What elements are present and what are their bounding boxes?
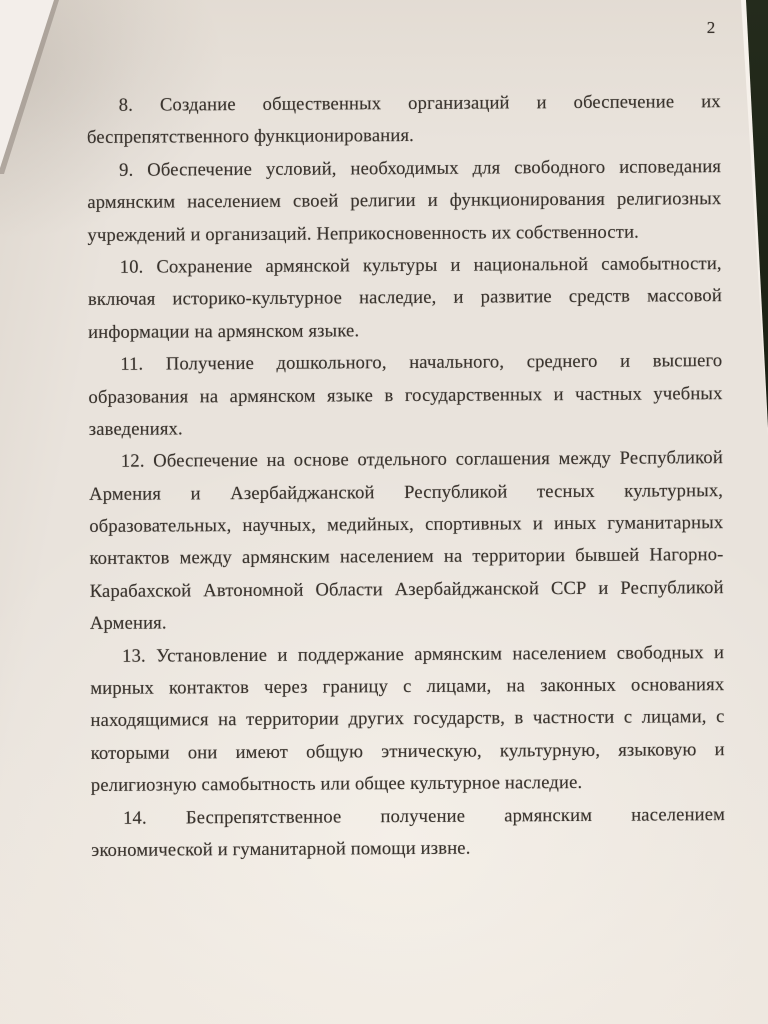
document-text bbox=[87, 86, 726, 867]
text-line: заведениях. bbox=[88, 418, 183, 440]
text-line: беспрепятственного функционирования. bbox=[86, 125, 414, 149]
paragraph bbox=[90, 637, 725, 803]
text-line: религиозную самобытность или общее культурное наследие. bbox=[90, 772, 583, 797]
text-line: образования на армянском языке в государственных и частных учебных bbox=[88, 382, 723, 408]
paragraph bbox=[89, 442, 724, 640]
text-line: которыми они имеют общую этническую, культурную, языковую и bbox=[90, 738, 725, 764]
text-line: экономической и гуманитарной помощи извне. bbox=[91, 837, 471, 861]
text-line: 14. Беспрепятственное получение армянским населением bbox=[123, 803, 726, 829]
paragraph bbox=[87, 86, 721, 155]
text-line: 11. Получение дошкольного, начального, среднего и высшего bbox=[120, 350, 723, 375]
paragraph bbox=[91, 799, 725, 868]
text-line: 12. Обеспечение на основе отдельного соглашения между Республикой bbox=[120, 447, 723, 473]
text-line: 13. Установление и поддержание армянским населением свободных и bbox=[122, 641, 725, 667]
text-line: образовательных, научных, медийных, спортивных и иных гуманитарных bbox=[89, 512, 724, 538]
text-line: Армения и Азербайджанской Республикой тесных культурных, bbox=[89, 479, 724, 505]
paragraph bbox=[87, 151, 722, 252]
paragraph bbox=[88, 248, 723, 349]
text-line: контактов между армянским населением на территории бывшей Нагорно- bbox=[89, 544, 724, 570]
text-line: учреждений и организаций. Неприкосновенность их собственности. bbox=[87, 221, 640, 246]
text-line: армянским населением своей религии и функционирования религиозных bbox=[87, 188, 722, 214]
text-line: Армения. bbox=[89, 612, 167, 635]
text-line: 10. Сохранение армянской культуры и национальной самобытности, bbox=[119, 253, 722, 278]
text-line: 9. Обеспечение условий, необходимых для свободного исповедания bbox=[119, 155, 722, 181]
text-line: находящимися на территории других государств, в частности с лицами, с bbox=[90, 706, 725, 732]
page-number: 2 bbox=[706, 18, 716, 37]
text-line: мирных контактов через границу с лицами, на законных основаниях bbox=[90, 674, 725, 699]
text-line: включая историко-культурное наследие, и развитие средств массовой bbox=[87, 285, 722, 311]
paragraph bbox=[88, 345, 723, 446]
text-line: Карабахской Автономной Области Азербайджанской ССР и Республикой bbox=[89, 576, 724, 602]
text-line: информации на армянском языке. bbox=[88, 320, 360, 343]
text-line: 8. Создание общественных организаций и обеспечение их bbox=[118, 91, 721, 116]
